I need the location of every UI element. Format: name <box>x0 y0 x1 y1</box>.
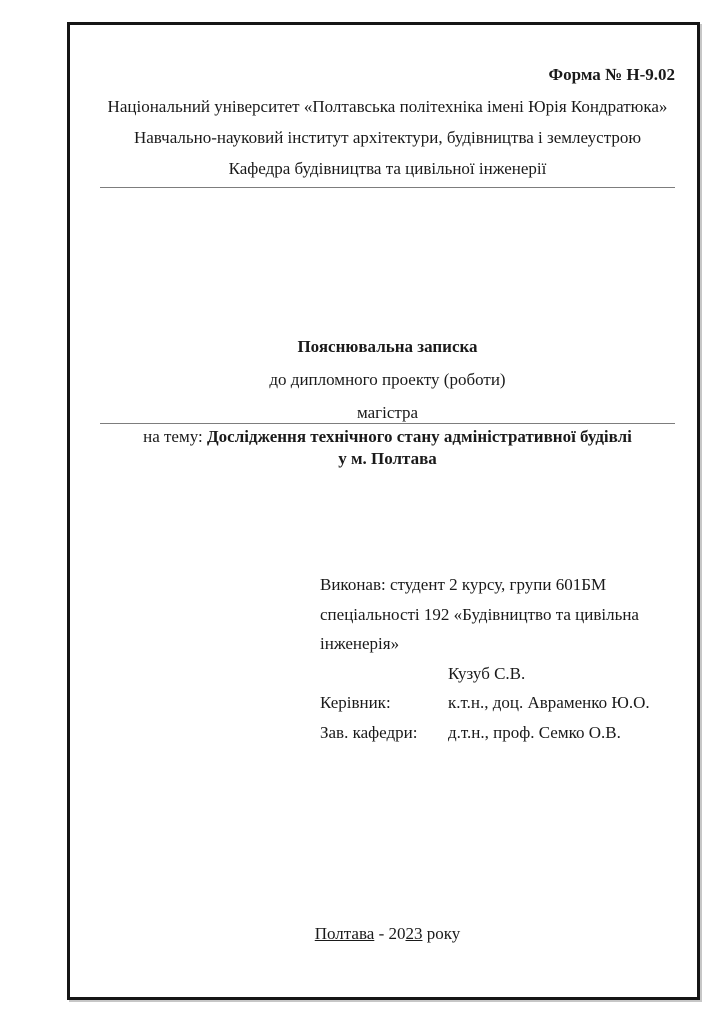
degree-label: магістра <box>356 403 419 422</box>
topic-title-text: Дослідження технічного стану адміністративної будівлі <box>206 427 632 446</box>
supervisor-value: к.т.н., доц. Авраменко Ю.О. <box>448 693 650 712</box>
footer-year-digits: 23 <box>405 924 423 943</box>
document-title: Пояснювальна записка <box>297 337 478 356</box>
author-line-2: спеціальності 192 «Будівництво та цивільна <box>320 604 639 624</box>
header-divider-line <box>100 187 675 188</box>
footer-city: Полтава <box>314 924 375 943</box>
department-head-label: Зав. кафедри: <box>320 722 418 742</box>
author-line-1: Виконав: студент 2 курсу, групи 601БМ <box>320 575 607 594</box>
author-block <box>320 570 680 747</box>
footer-separator: - 20 <box>374 924 406 943</box>
department-name: Кафедра будівництва та цивільної інженерії <box>228 159 547 178</box>
footer-line <box>100 922 675 946</box>
topic-prefix: на тему: <box>143 427 207 446</box>
university-name: Національний університет «Полтавська політехніка імені Юрія Кондратюка» <box>107 97 668 116</box>
institute-name: Навчально-науковий інститут архітектури, будівництва і землеустрою <box>133 128 642 147</box>
supervisor-label: Керівник: <box>320 693 391 712</box>
topic-block <box>100 426 675 470</box>
topic-line-2: у м. Полтава <box>338 449 437 468</box>
author-name: Кузуб С.В. <box>448 663 526 683</box>
topic-line-1 <box>100 426 675 448</box>
footer-suffix: року <box>422 924 461 943</box>
supervisor-row <box>320 688 680 718</box>
page-border-frame <box>67 22 700 1000</box>
department-head-value: д.т.н., проф. Семко О.В. <box>448 722 621 742</box>
organization-block <box>100 91 675 184</box>
document-subtitle: до дипломного проекту (роботи) <box>269 370 506 389</box>
author-line-3: інженерія» <box>320 634 400 653</box>
form-number-label: Форма № Н-9.02 <box>548 65 675 84</box>
title-block <box>100 330 675 429</box>
department-head-row <box>320 718 680 748</box>
topic-divider-line <box>100 423 675 424</box>
